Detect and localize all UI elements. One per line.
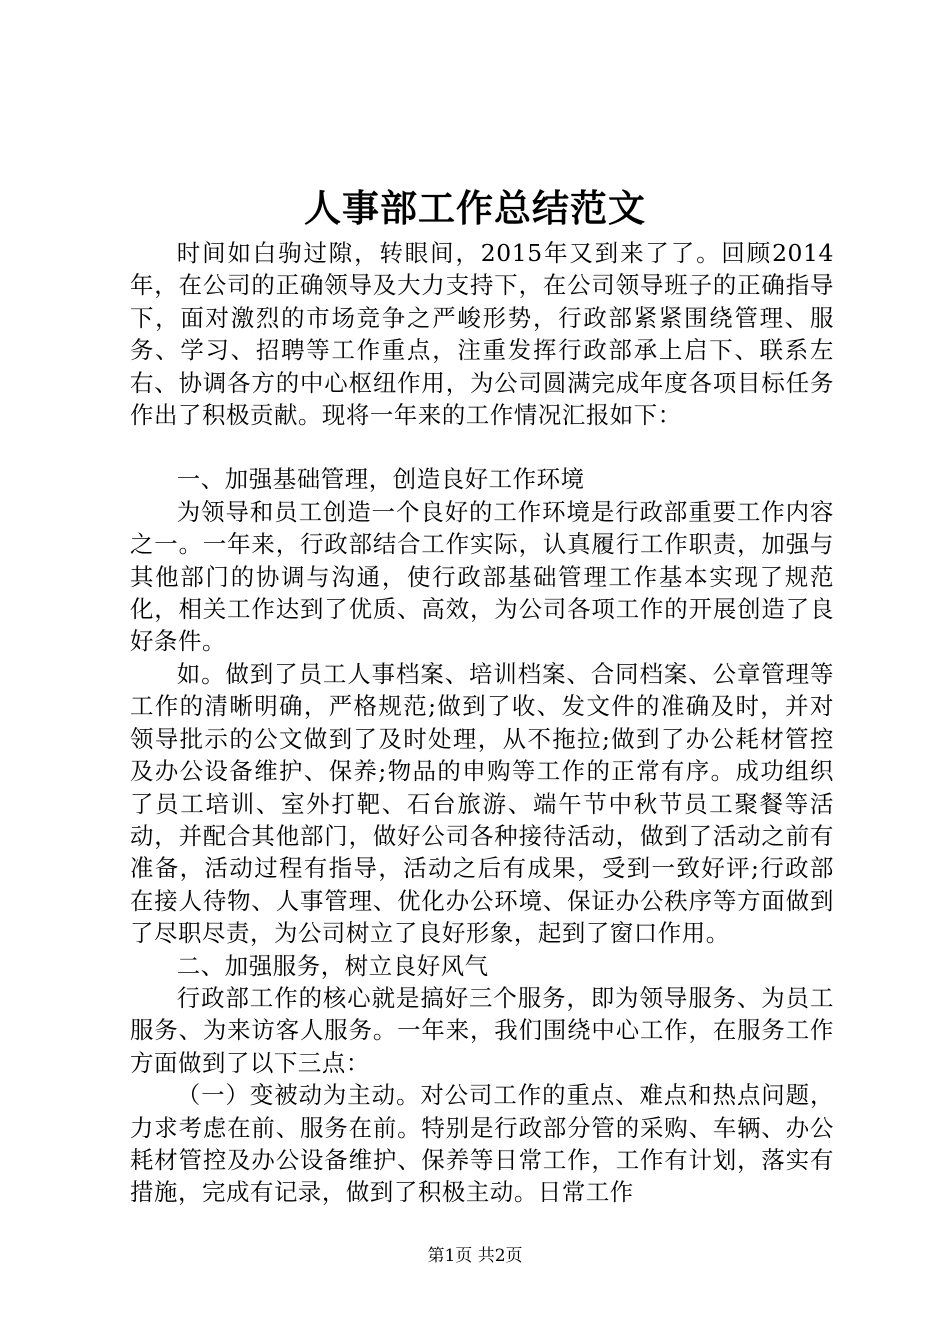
page-footer: 第1页 共2页 [427,1246,523,1266]
section-1-paragraph-2: 如。做到了员工人事档案、培训档案、合同档案、公章管理等工作的清晰明确，严格规范;做到了收、发文件的准确及时，并对领导批示的公文做到了及时处理，从不拖拉;做到了办公耗材管控及办公设备维护、保养;物品的申购等工作的正常有序。成功组织了员工培训、室外打靶、石台旅游、端午节中秋节员工聚餐等活动，并配合其他部门，做好公司各种接待活动，做到了活动之前有准备，活动过程有指导，活动之后有成果，受到一致好评;行政部在接人待物、人事管理、优化办公环境、保证办公秩序等方面做到了尽职尽责，为公司树立了良好形象，起到了窗口作用。 [130,659,834,948]
document-title: 人事部工作总结范文 [304,186,646,230]
section-1-paragraph-1: 为领导和员工创造一个良好的工作环境是行政部重要工作内容之一。一年来，行政部结合工作实际，认真履行工作职责，加强与其他部门的协调与沟通，使行政部基础管理工作基本实现了规范化，相关工作达到了优质、高效，为公司各项工作的开展创造了良好条件。 [130,497,834,656]
section-1-heading: 一、加强基础管理，创造良好工作环境 [176,465,585,494]
section-2-paragraph-2: （一）变被动为主动。对公司工作的重点、难点和热点问题，力求考虑在前、服务在前。特别是行政部分管的采购、车辆、办公耗材管控及办公设备维护、保养等日常工作，工作有计划，落实有措施，完成有记录，做到了积极主动。日常工作 [130,1081,834,1207]
intro-paragraph: 时间如白驹过隙，转眼间，2015年又到来了了。回顾2014年，在公司的正确领导及大力支持下，在公司领导班子的正确指导下，面对激烈的市场竞争之严峻形势，行政部紧紧围绕管理、服务、学习、招聘等工作重点，注重发挥行政部承上启下、联系左右、协调各方的中心枢纽作用，为公司圆满完成年度各项目标任务作出了积极贡献。现将一年来的工作情况汇报如下： [130,239,834,430]
section-2-heading: 二、加强服务，树立良好风气 [176,951,489,980]
document-body [130,237,834,1209]
paragraph-spacer [130,431,834,463]
section-2-paragraph-1: 行政部工作的核心就是搞好三个服务，即为领导服务、为员工服务、为来访客人服务。一年来，我们围绕中心工作，在服务工作方面做到了以下三点： [130,983,834,1077]
